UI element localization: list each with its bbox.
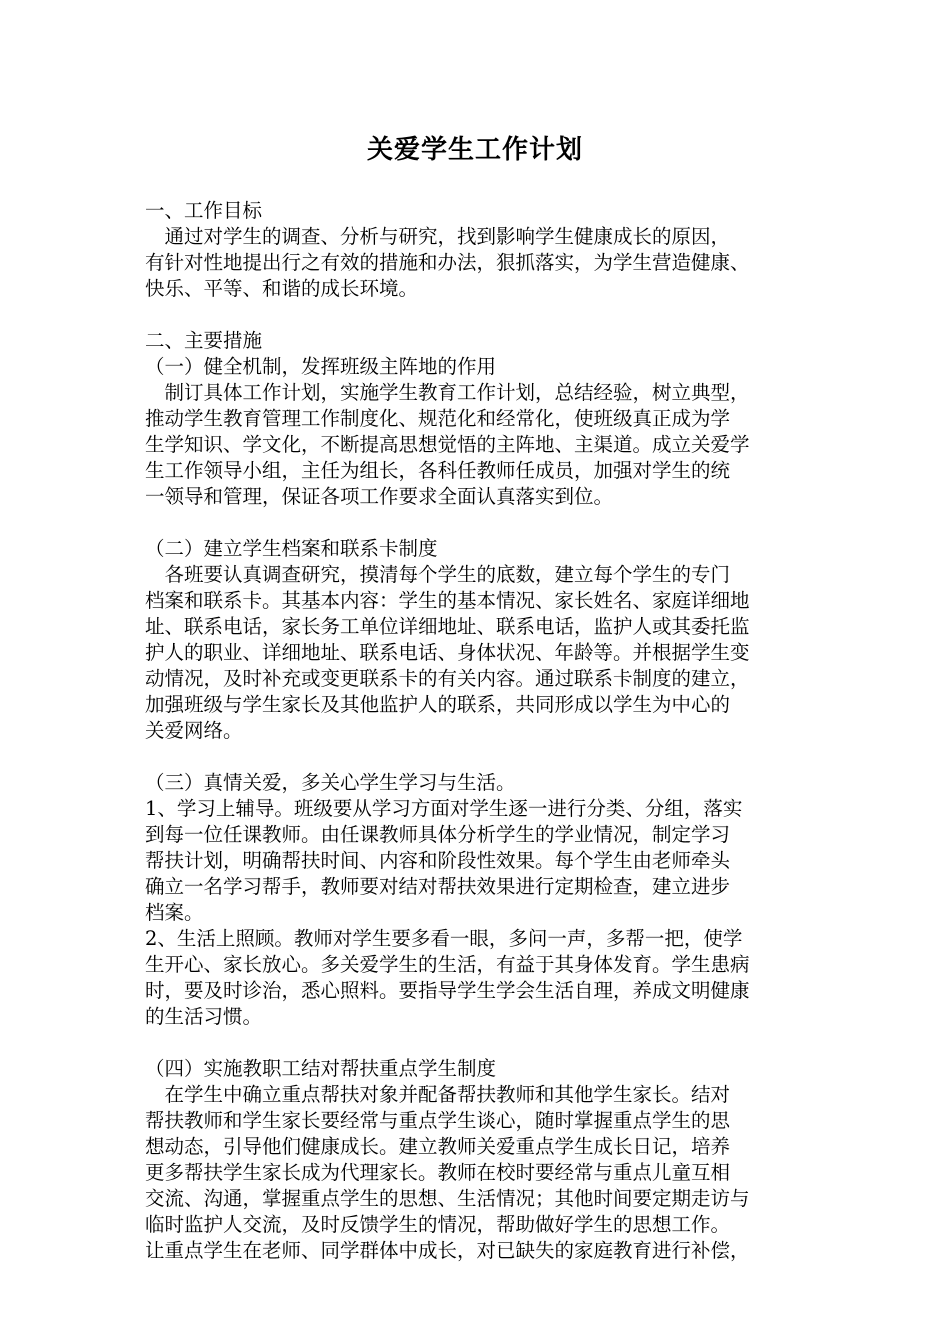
measure-body-2: 各班要认真调查研究，摸清每个学生的底数，建立每个学生的专门 档案和联系卡。其基本内容：学生的基本情况、家长姓名、家庭详细地 址、联系电话，家长务工单位详细地址、联系电话，监护人或其委托监 护人的职业、详细地址、联系电话、身体状况、年龄等。并根据学生变 动情况，及时补充或变更联系卡的有关内容。通过联系卡制度的建立， 加强班级与学生家长及其他监护人的联系，共同形成以学生为中心的 关爱网络。 (145, 563, 750, 742)
paragraph-gap (145, 302, 825, 328)
section-heading-measures: 二、主要措施 (145, 329, 263, 352)
measure-3-item-life: 2、生活上照顾。教师对学生要多看一眼，多问一声，多帮一把，使学 生开心、家长放心。多关爱学生的生活，有益于其身体发育。学生患病 时，要及时诊治，悉心照料。要指导学生学会生活自理，养成文明健康 的生活习惯。 (145, 927, 750, 1028)
document-body (145, 198, 825, 1264)
paragraph-gap (145, 1030, 825, 1056)
measure-body-4: 在学生中确立重点帮扶对象并配备帮扶教师和其他学生家长。结对 帮扶教师和学生家长要经常与重点学生谈心，随时掌握重点学生的思 想动态，引导他们健康成长。建立教师关爱重点学生成长日记，培养 更多帮扶学生家长成为代理家长。教师在校时要经常与重点儿童互相 交流、沟通，掌握重点学生的思想、生活情况；其他时间要定期走访与 临时监护人交流，及时反馈学生的情况，帮助做好学生的思想工作。 让重点学生在老师、同学群体中成长，对已缺失的家庭教育进行补偿， (145, 1083, 750, 1262)
section-body-goals: 通过对学生的调查、分析与研究，找到影响学生健康成长的原因， 有针对性地提出行之有效的措施和办法，狠抓落实，为学生营造健康、 快乐、平等、和谐的成长环境。 (145, 225, 750, 300)
measure-heading-4: （四）实施教职工结对帮扶重点学生制度 (145, 1057, 497, 1080)
measure-heading-2: （二）建立学生档案和联系卡制度 (145, 537, 438, 560)
section-heading-goals: 一、工作目标 (145, 199, 263, 222)
measure-body-1: 制订具体工作计划，实施学生教育工作计划，总结经验，树立典型， 推动学生教育管理工作制度化、规范化和经常化，使班级真正成为学 生学知识、学文化，不断提高思想觉悟的主阵地、主渠道。成立关爱学 生工作领导小组，主任为组长，各科任教师任成员，加强对学生的统 一领导和管理，保证各项工作要求全面认真落实到位。 (145, 381, 750, 508)
measure-heading-1: （一）健全机制，发挥班级主阵地的作用 (145, 355, 497, 378)
document-title: 关爱学生工作计划 (366, 135, 583, 165)
paragraph-gap (145, 744, 825, 770)
measure-heading-3: （三）真情关爱，多关心学生学习与生活。 (145, 771, 516, 794)
paragraph-gap (145, 510, 825, 536)
measure-3-item-study: 1、学习上辅导。班级要从学习方面对学生逐一进行分类、分组，落实 到每一位任课教师。由任课教师具体分析学生的学业情况，制定学习 帮扶计划，明确帮扶时间、内容和阶段性效果。每个学生由老师牵头 确立一名学习帮手，教师要对结对帮扶效果进行定期检查，建立进步 档案。 (145, 797, 743, 924)
